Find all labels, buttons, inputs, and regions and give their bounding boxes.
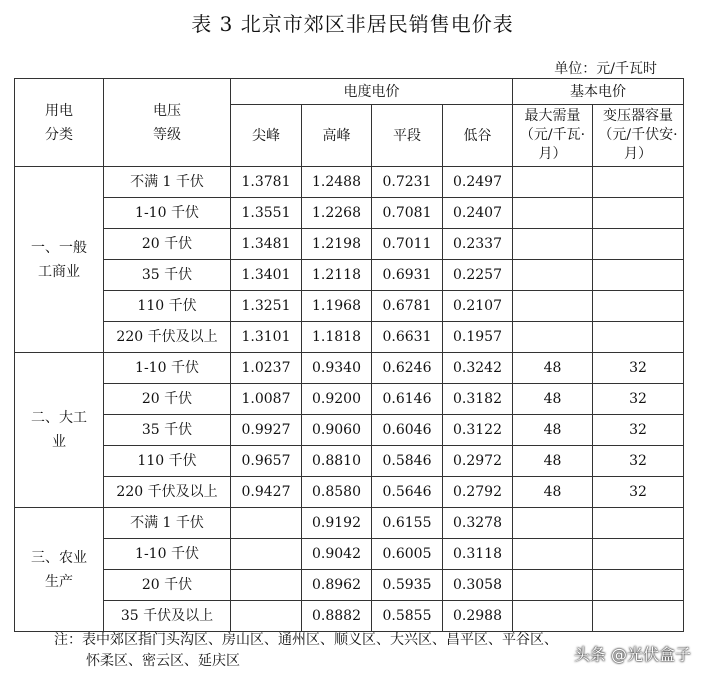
sharp-cell: 1.3781 <box>231 167 302 198</box>
demand-cell <box>513 570 593 601</box>
demand-cell <box>513 539 593 570</box>
flat-cell: 0.7011 <box>372 229 443 260</box>
peak-cell: 1.2198 <box>302 229 372 260</box>
capacity-cell: 32 <box>593 384 684 415</box>
demand-cell <box>513 601 593 632</box>
voltage-cell: 1-10 千伏 <box>104 198 231 229</box>
valley-cell: 0.3122 <box>443 415 513 446</box>
peak-cell: 0.8810 <box>302 446 372 477</box>
sharp-cell: 1.3401 <box>231 260 302 291</box>
flat-cell: 0.7231 <box>372 167 443 198</box>
voltage-cell: 20 千伏 <box>104 570 231 601</box>
sharp-cell: 0.9927 <box>231 415 302 446</box>
flat-cell: 0.6155 <box>372 508 443 539</box>
valley-cell: 0.2792 <box>443 477 513 508</box>
voltage-cell: 220 千伏及以上 <box>104 477 231 508</box>
demand-cell: 48 <box>513 353 593 384</box>
capacity-cell <box>593 229 684 260</box>
footnote-line-2: 怀柔区、密云区、延庆区 <box>86 653 240 669</box>
table-title: 表 3 北京市郊区非居民销售电价表 <box>191 12 514 36</box>
flat-cell: 0.7081 <box>372 198 443 229</box>
voltage-cell: 35 千伏及以上 <box>104 601 231 632</box>
capacity-cell <box>593 167 684 198</box>
header-peak: 高峰 <box>302 105 372 167</box>
demand-cell <box>513 167 593 198</box>
table-row <box>15 446 684 477</box>
sharp-cell: 1.3251 <box>231 291 302 322</box>
peak-cell: 1.1968 <box>302 291 372 322</box>
voltage-cell: 20 千伏 <box>104 229 231 260</box>
valley-cell: 0.2407 <box>443 198 513 229</box>
sharp-cell: 0.9427 <box>231 477 302 508</box>
capacity-cell: 32 <box>593 477 684 508</box>
peak-cell: 1.2118 <box>302 260 372 291</box>
table-row <box>15 260 684 291</box>
demand-cell <box>513 508 593 539</box>
table-row <box>15 601 684 632</box>
demand-cell <box>513 229 593 260</box>
table-row <box>15 167 684 198</box>
flat-cell: 0.6046 <box>372 415 443 446</box>
table-row <box>15 384 684 415</box>
flat-cell: 0.6781 <box>372 291 443 322</box>
peak-cell: 1.2268 <box>302 198 372 229</box>
table-row <box>15 322 684 353</box>
valley-cell: 0.3182 <box>443 384 513 415</box>
voltage-cell: 1-10 千伏 <box>104 539 231 570</box>
header-peak-sharp: 尖峰 <box>231 105 302 167</box>
flat-cell: 0.6631 <box>372 322 443 353</box>
capacity-cell <box>593 198 684 229</box>
sharp-cell <box>231 539 302 570</box>
price-table <box>14 78 684 632</box>
valley-cell: 0.3118 <box>443 539 513 570</box>
demand-cell <box>513 260 593 291</box>
valley-cell: 0.1957 <box>443 322 513 353</box>
voltage-cell: 35 千伏 <box>104 415 231 446</box>
valley-cell: 0.3058 <box>443 570 513 601</box>
capacity-cell <box>593 260 684 291</box>
voltage-cell: 不满 1 千伏 <box>104 167 231 198</box>
category-cell: 三、农业生产 <box>15 508 104 632</box>
capacity-cell <box>593 539 684 570</box>
sharp-cell <box>231 508 302 539</box>
unit-label: 单位：元/千瓦时 <box>554 61 657 77</box>
capacity-cell <box>593 508 684 539</box>
valley-cell: 0.2257 <box>443 260 513 291</box>
valley-cell: 0.2497 <box>443 167 513 198</box>
footnote-line-1: 注：表中郊区指门头沟区、房山区、通州区、顺义区、大兴区、昌平区、平谷区、 <box>54 632 558 648</box>
flat-cell: 0.6246 <box>372 353 443 384</box>
peak-cell: 0.9042 <box>302 539 372 570</box>
sharp-cell: 1.3101 <box>231 322 302 353</box>
header-basic-price: 基本电价 <box>513 79 684 105</box>
voltage-cell: 1-10 千伏 <box>104 353 231 384</box>
valley-cell: 0.2988 <box>443 601 513 632</box>
header-max-demand: 最大需量（元/千瓦·月） <box>513 105 593 167</box>
flat-cell: 0.5846 <box>372 446 443 477</box>
table-row <box>15 570 684 601</box>
demand-cell <box>513 291 593 322</box>
demand-cell: 48 <box>513 446 593 477</box>
header-category: 用电 分类 <box>15 79 104 167</box>
demand-cell <box>513 322 593 353</box>
table-body <box>15 167 684 632</box>
flat-cell: 0.6005 <box>372 539 443 570</box>
peak-cell: 0.9200 <box>302 384 372 415</box>
voltage-cell: 110 千伏 <box>104 291 231 322</box>
watermark: 头条 @光伏盒子 <box>573 645 691 664</box>
demand-cell <box>513 198 593 229</box>
sharp-cell <box>231 570 302 601</box>
voltage-cell: 20 千伏 <box>104 384 231 415</box>
valley-cell: 0.3278 <box>443 508 513 539</box>
valley-cell: 0.2107 <box>443 291 513 322</box>
capacity-cell <box>593 291 684 322</box>
header-flat: 平段 <box>372 105 443 167</box>
flat-cell: 0.5646 <box>372 477 443 508</box>
peak-cell: 1.2488 <box>302 167 372 198</box>
sharp-cell: 1.0087 <box>231 384 302 415</box>
sharp-cell: 0.9657 <box>231 446 302 477</box>
capacity-cell: 32 <box>593 415 684 446</box>
header-transformer: 变压器容量（元/千伏安·月） <box>593 105 684 167</box>
footnote <box>54 630 654 672</box>
table-row <box>15 477 684 508</box>
peak-cell: 0.9060 <box>302 415 372 446</box>
table-row <box>15 508 684 539</box>
flat-cell: 0.6931 <box>372 260 443 291</box>
voltage-cell: 220 千伏及以上 <box>104 322 231 353</box>
flat-cell: 0.6146 <box>372 384 443 415</box>
voltage-cell: 110 千伏 <box>104 446 231 477</box>
table-row <box>15 415 684 446</box>
voltage-cell: 不满 1 千伏 <box>104 508 231 539</box>
peak-cell: 0.8580 <box>302 477 372 508</box>
peak-cell: 0.8882 <box>302 601 372 632</box>
capacity-cell <box>593 601 684 632</box>
category-cell: 二、大工业 <box>15 353 104 508</box>
header-voltage: 电压 等级 <box>104 79 231 167</box>
capacity-cell: 32 <box>593 446 684 477</box>
header-valley: 低谷 <box>443 105 513 167</box>
table-row <box>15 291 684 322</box>
valley-cell: 0.2972 <box>443 446 513 477</box>
capacity-cell <box>593 570 684 601</box>
sharp-cell: 1.3481 <box>231 229 302 260</box>
valley-cell: 0.2337 <box>443 229 513 260</box>
sharp-cell <box>231 601 302 632</box>
capacity-cell: 32 <box>593 353 684 384</box>
sharp-cell: 1.3551 <box>231 198 302 229</box>
sharp-cell: 1.0237 <box>231 353 302 384</box>
peak-cell: 0.9192 <box>302 508 372 539</box>
demand-cell: 48 <box>513 415 593 446</box>
demand-cell: 48 <box>513 384 593 415</box>
flat-cell: 0.5855 <box>372 601 443 632</box>
table-row <box>15 198 684 229</box>
table-row <box>15 229 684 260</box>
demand-cell: 48 <box>513 477 593 508</box>
table-row <box>15 353 684 384</box>
peak-cell: 1.1818 <box>302 322 372 353</box>
voltage-cell: 35 千伏 <box>104 260 231 291</box>
peak-cell: 0.8962 <box>302 570 372 601</box>
flat-cell: 0.5935 <box>372 570 443 601</box>
peak-cell: 0.9340 <box>302 353 372 384</box>
header-energy-price: 电度电价 <box>231 79 513 105</box>
table-row <box>15 539 684 570</box>
category-cell: 一、一般工商业 <box>15 167 104 353</box>
capacity-cell <box>593 322 684 353</box>
valley-cell: 0.3242 <box>443 353 513 384</box>
